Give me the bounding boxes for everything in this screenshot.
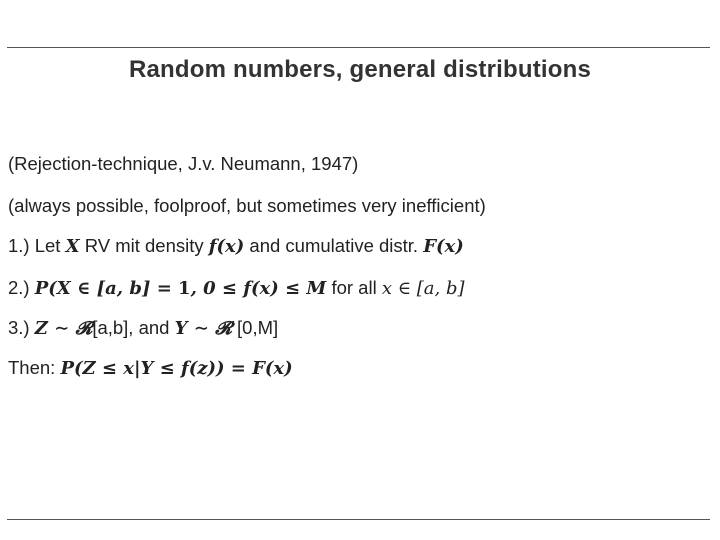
- line-5-text-b: [0,M]: [231, 317, 279, 338]
- text-line-6: [8, 356, 293, 381]
- text-line-2: (always possible, foolproof, but sometimes very inefficient): [8, 195, 486, 216]
- math-interval: x ∈ [a, b]: [381, 278, 465, 299]
- line-3-text-a: RV mit density: [79, 235, 209, 256]
- line-5-text-a: [a,b], and: [92, 317, 175, 338]
- line-4-text: for all: [326, 277, 382, 298]
- text-line-5: [8, 316, 278, 341]
- math-f-of-x: f(x): [208, 236, 245, 257]
- line-4-prefix: 2.): [8, 277, 35, 298]
- math-F-of-x: F(x): [423, 236, 464, 257]
- text-line-4: [8, 276, 465, 301]
- line-5-prefix: 3.): [8, 317, 35, 338]
- slide-title: Random numbers, general distributions: [128, 56, 592, 83]
- top-divider: [7, 47, 710, 48]
- math-Z-dist: Z ∼ 𝓡: [34, 318, 93, 339]
- math-probability-a: P(X ∈ [a, b] =: [34, 278, 179, 299]
- line-6-prefix: Then:: [8, 357, 61, 378]
- math-conclusion: P(Z ≤ x|Y ≤ f(z)) = F(x): [60, 358, 293, 379]
- math-Y-dist: Y ∼ 𝓡: [174, 318, 232, 339]
- bottom-divider: [7, 519, 710, 520]
- line-3-text-b: and cumulative distr.: [244, 235, 424, 256]
- text-line-3: [8, 234, 464, 259]
- math-X: X: [65, 236, 80, 257]
- math-one: 1: [178, 278, 191, 299]
- line-3-prefix: 1.) Let: [8, 235, 66, 256]
- math-bound: , 0 ≤ f(x) ≤ M: [190, 278, 327, 299]
- text-line-1: (Rejection-technique, J.v. Neumann, 1947): [8, 153, 359, 174]
